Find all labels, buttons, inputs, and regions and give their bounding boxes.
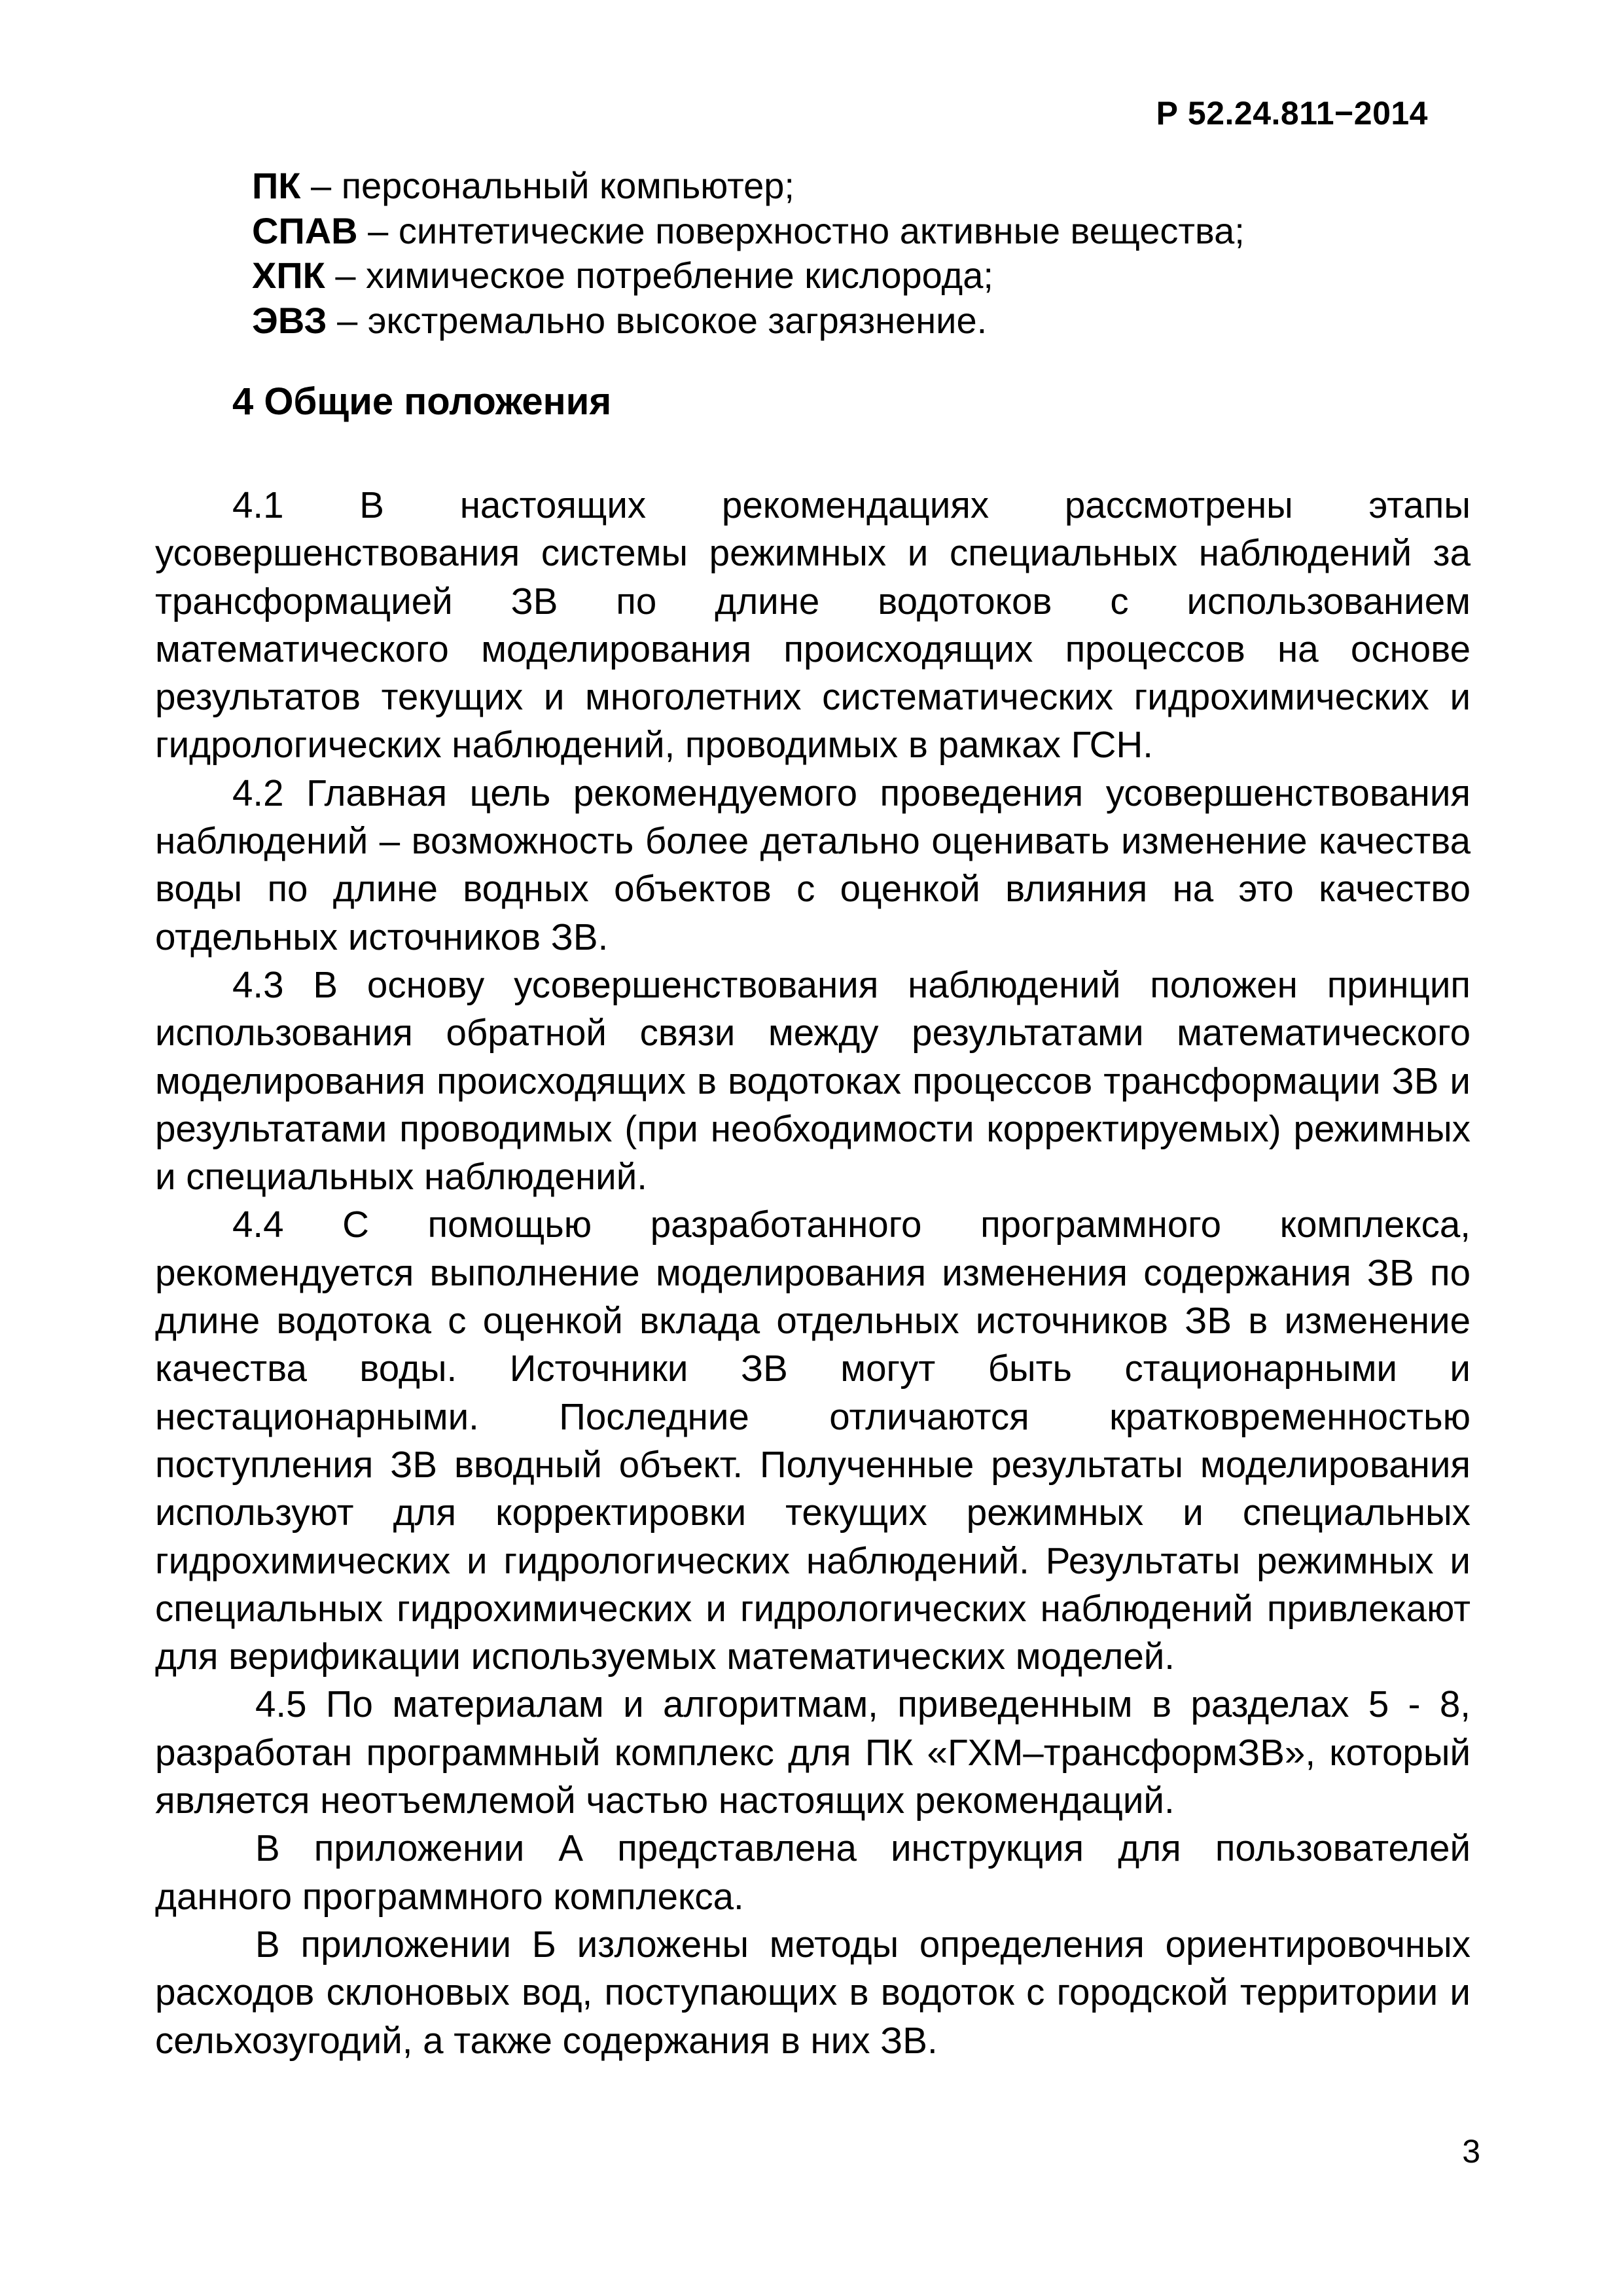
abbreviation-item: СПАВ – синтетические поверхностно активные вещества;: [252, 209, 1245, 251]
abbreviation-term: ХПК: [252, 255, 325, 296]
abbreviation-item: ЭВЗ – экстремально высокое загрязнение.: [252, 299, 988, 341]
abbreviation-definition: химическое потребление кислорода;: [366, 255, 993, 296]
abbreviations-list: [252, 164, 1495, 343]
section-heading: 4 Общие положения: [232, 380, 612, 423]
document-code: Р 52.24.811−2014: [1156, 95, 1428, 132]
abbreviation-term: ПК: [252, 165, 301, 206]
abbreviation-item: ПК – персональный компьютер;: [252, 165, 794, 206]
paragraph-4-4: 4.4 С помощью разработанного программного комплекса, рекомендуется выполнение моделирования изменения содержания ЗВ по длине водотока с оценкой вклада отдельных источников ЗВ в изменение качества воды. Источники ЗВ могут быть стационарными и нестационарными. Последние отличаются кратковременностью поступления ЗВ вводный объект. Полученные результаты моделирования используют для корректировки текущих режимных и специальных гидрохимических и гидрологических наблюдений. Результаты режимных и специальных гидрохимических и гидрологических наблюдений привлекают для верификации используемых математических моделей.: [155, 1204, 1471, 1677]
abbreviation-definition: экстремально высокое загрязнение.: [367, 299, 988, 341]
paragraph-4-2: 4.2 Главная цель рекомендуемого проведения усовершенствования наблюдений – возможность более детально оценивать изменение качества воды по длине водных объектов с оценкой влияния на это качество отдельных источников ЗВ.: [155, 772, 1471, 958]
abbreviation-item: ХПК – химическое потребление кислорода;: [252, 255, 993, 296]
paragraph-appendix-b: В приложении Б изложены методы определения ориентировочных расходов склоновых вод, поступающих в водоток с городской территории и сельхозугодий, а также содержания в них ЗВ.: [155, 1923, 1471, 2061]
abbreviation-term: СПАВ: [252, 209, 358, 251]
page-number: 3: [1462, 2133, 1480, 2170]
section-body: [155, 481, 1471, 2064]
paragraph-4-3: 4.3 В основу усовершенствования наблюдений положен принцип использования обратной связи между результатами математического моделирования происходящих в водотоках процессов трансформации ЗВ и результатами проводимых (при необходимости корректируемых) режимных и специальных наблюдений.: [155, 963, 1471, 1198]
paragraph-4-5: 4.5 По материалам и алгоритмам, приведенным в разделах 5 - 8, разработан программный комплекс для ПК «ГХМ–трансформЗВ», который является неотъемлемой частью настоящих рекомендаций.: [155, 1683, 1471, 1821]
abbreviation-definition: персональный компьютер;: [341, 165, 794, 206]
paragraph-appendix-a: В приложении А представлена инструкция для пользователей данного программного комплекса.: [155, 1827, 1471, 1917]
paragraph-4-1: 4.1 В настоящих рекомендациях рассмотрены этапы усовершенствования системы режимных и специальных наблюдений за трансформацией ЗВ по длине водотоков с использованием математического моделирования происходящих процессов на основе результатов текущих и многолетних систематических гидрохимических и гидрологических наблюдений, проводимых в рамках ГСН.: [155, 484, 1471, 766]
abbreviation-definition: синтетические поверхностно активные вещества;: [398, 209, 1245, 251]
abbreviation-term: ЭВЗ: [252, 299, 327, 341]
